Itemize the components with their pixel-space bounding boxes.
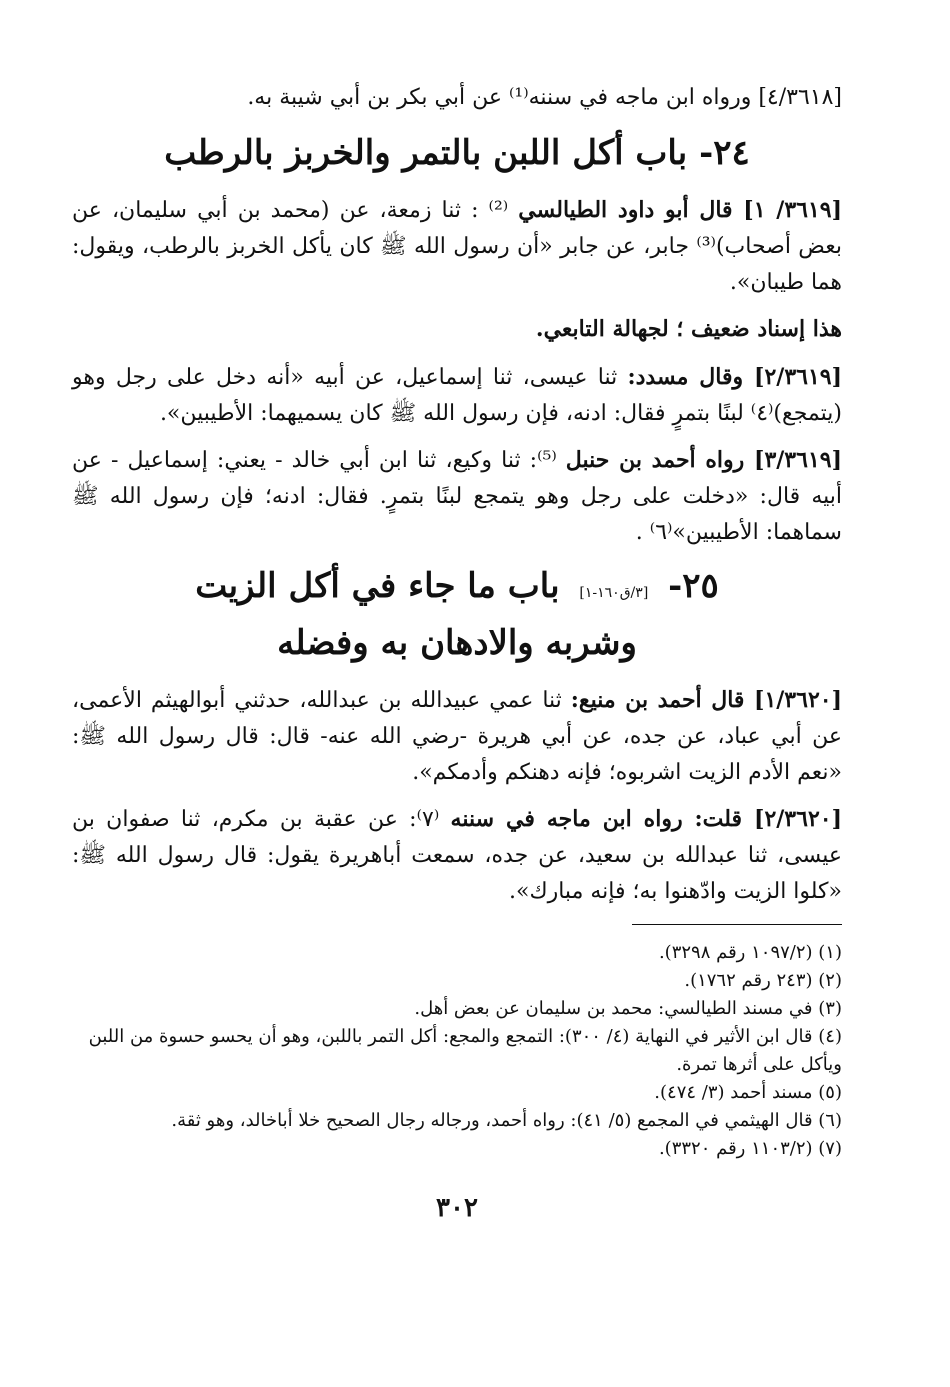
paragraph-lead: [٣٦١٩/ ١] قال أبو داود الطيالسي xyxy=(518,197,842,223)
footnote-1: (١) (١٠٩٧/٢ رقم ٣٢٩٨). xyxy=(658,942,842,963)
paragraph-3619-1 xyxy=(72,192,842,301)
section-24-title: ٢٤- باب أكل اللبن بالتمر والخربز بالرطب xyxy=(164,133,750,173)
paragraph-text: ثنا عيسى، ثنا إسماعيل، عن أبيه «أنه دخل على رجل وهو (يتمجع)⁽٤⁾ لبنًا بتمرٍ فقال: ادنه، فإن رسول الله ﷺ كان يسميهما: الأطيبين». xyxy=(72,365,842,426)
paragraph-lead: [٢/٣٦١٩] وقال مسدد: xyxy=(627,364,843,390)
paragraph-lead: [٢/٣٦٢٠] قلت: رواه ابن ماجه في سننه xyxy=(450,806,842,832)
paragraph-text: ⁽²⁾ : ثنا زمعة، عن (محمد بن أبي سليمان، عن بعض أصحاب)⁽³⁾ جابر، عن جابر «أن رسول الله ﷺ كان يأكل الخربز بالرطب، ويقول: هما طيبان». xyxy=(72,198,842,295)
paragraph-3618-4 xyxy=(72,80,842,116)
paragraph-lead: [٣/٣٦١٩] رواه أحمد بن حنبل xyxy=(565,447,842,473)
section-25-title xyxy=(72,561,842,618)
paragraph-text: ⁽٧⁾: عن عقبة بن مكرم، ثنا صفوان بن عيسى، ثنا عبدالله بن سعيد، عن جده، سمعت أباهريرة يقول: قال رسول الله ﷺ: «كلوا الزيت وادّهنوا به؛ فإنه مبارك». xyxy=(72,807,842,904)
footnote-7: (٧) (١١٠٣/٢ رقم ٣٣٢٠). xyxy=(658,1138,842,1159)
footnote-5: (٥) مسند أحمد (٣/ ٤٧٤). xyxy=(654,1082,842,1103)
paragraph-3620-2 xyxy=(72,801,842,910)
footnote-3: (٣) في مسند الطيالسي: محمد بن سليمان عن بعض أهل. xyxy=(414,998,842,1019)
paragraph-3619-3 xyxy=(72,442,842,551)
section-25-subtitle: وشربه والادهان به وفضله xyxy=(277,623,637,663)
paragraph-text: ⁽⁵⁾: ثنا وكيع، ثنا ابن أبي خالد - يعني: إسماعيل - عن أبيه قال: «دخلت على رجل وهو يتمجع لبنًا بتمرٍ. فقال: ادنه؛ فإن رسول الله ﷺ سماهما: الأطيبين»⁽٦⁾ . xyxy=(72,448,842,545)
page-number: ٣٠٢ xyxy=(436,1193,478,1223)
paragraph-text: [٤/٣٦١٨] ورواه ابن ماجه في سننه⁽¹⁾ عن أبي بكر بن أبي شيبة به. xyxy=(247,85,842,110)
section-number: ٢٥- xyxy=(668,566,719,606)
footnote-4: (٤) قال ابن الأثير في النهاية (٤/ ٣٠٠): التمجع والمجع: أكل التمر باللبن، وهو أن يحسو حسوة من اللبن ويأكل على أثرها تمرة. xyxy=(88,1026,842,1075)
footnote-divider xyxy=(632,924,842,925)
footnote-2: (٢) (٢٤٣ رقم ١٧٦٢). xyxy=(684,970,842,991)
paragraph-lead: [١/٣٦٢٠] قال أحمد بن منيع: xyxy=(570,687,842,713)
grading-note: هذا إسناد ضعيف ؛ لجهالة التابعي. xyxy=(535,316,842,342)
footnotes xyxy=(72,939,842,1163)
paragraph-3620-1 xyxy=(72,682,842,791)
paragraph-3619-2 xyxy=(72,359,842,432)
manuscript-ref: [٣/ق١٦٠-١] xyxy=(579,585,649,601)
footnote-6: (٦) قال الهيثمي في المجمع (٥/ ٤١): رواه أحمد، ورجاله رجال الصحيح خلا أباخالد، وهو ثقة. xyxy=(171,1110,842,1131)
paragraph-text: ثنا عمي عبيدالله بن عبدالله، حدثني أبوالهيثم الأعمى، عن أبي عباد، عن جده، عن أبي هريرة -رضي الله عنه- قال: قال رسول الله ﷺ: «نعم الأدم الزيت اشربوه؛ فإنه دهنكم وأدمكم». xyxy=(72,688,842,785)
section-title-line1: باب ما جاء في أكل الزيت xyxy=(195,566,560,606)
